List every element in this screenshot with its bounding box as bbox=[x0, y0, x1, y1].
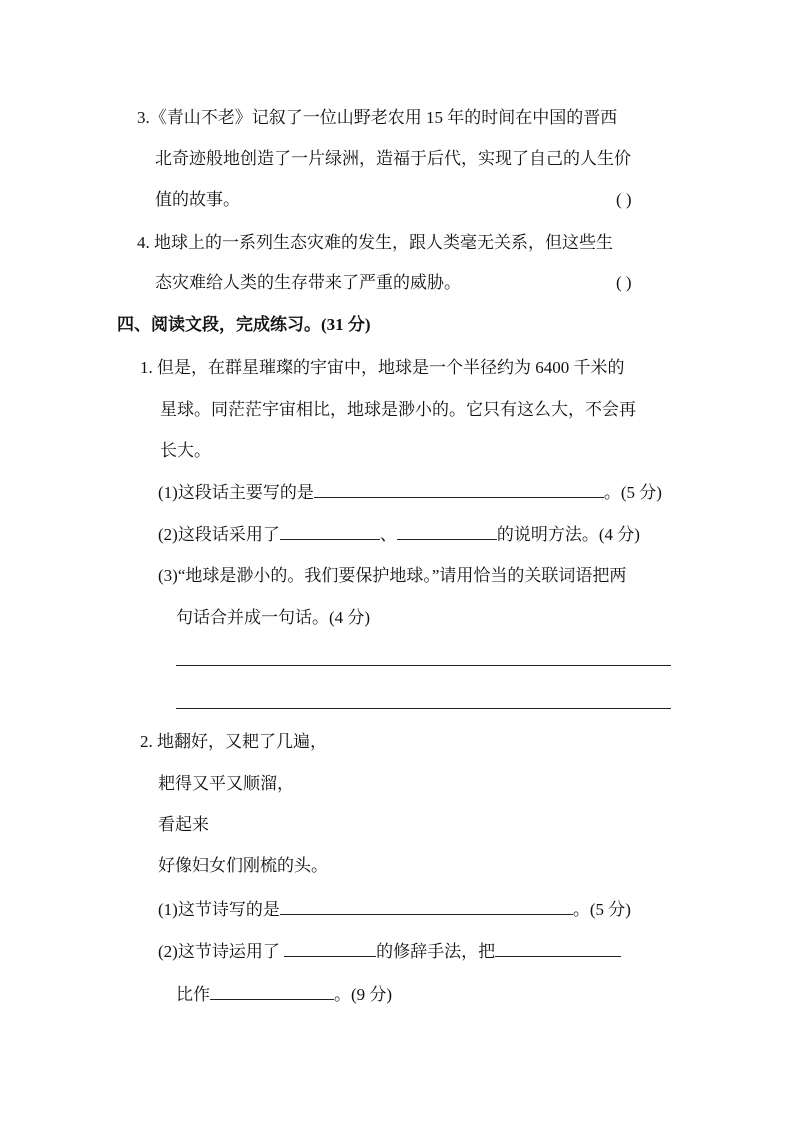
q3-answer-paren[interactable]: ( ) bbox=[616, 190, 632, 209]
p2-question-2-cont bbox=[176, 984, 392, 1005]
label: (1)这段话主要写的是 bbox=[158, 483, 314, 502]
label: (2)这段话采用了 bbox=[158, 525, 280, 544]
label: (2)这节诗运用了 bbox=[158, 942, 280, 961]
answer-blank[interactable] bbox=[280, 899, 573, 915]
q4-line2: 态灾难给人类的生存带来了严重的威胁。 bbox=[155, 273, 461, 292]
section-title: 四、阅读文段，完成练习。(31 分) bbox=[117, 315, 371, 334]
p1-question-1 bbox=[158, 482, 662, 503]
q4-line1: 4. 地球上的一系列生态灾难的发生，跟人类毫无关系，但这些生 bbox=[137, 233, 613, 252]
poem-line4: 好像妇女们刚梳的头。 bbox=[158, 856, 328, 875]
answer-blank[interactable] bbox=[284, 941, 376, 957]
p1-question-3-line2: 句话合并成一句话。(4 分) bbox=[176, 608, 371, 627]
p2-question-2 bbox=[158, 941, 621, 962]
p1-question-3-line1: (3)“地球是渺小的。我们要保护地球。”请用恰当的关联词语把两 bbox=[158, 566, 627, 585]
p1-question-2 bbox=[158, 524, 640, 545]
poem-line3: 看起来 bbox=[158, 815, 209, 834]
answer-blank[interactable] bbox=[397, 524, 497, 540]
points: 。(5 分) bbox=[603, 483, 662, 502]
q4-answer-paren[interactable]: ( ) bbox=[616, 273, 632, 292]
p1-line1: 1. 但是，在群星璀璨的宇宙中，地球是一个半径约为 6400 千米的 bbox=[140, 358, 625, 377]
p1-line2: 星球。同茫茫宇宙相比，地球是渺小的。它只有这么大，不会再 bbox=[160, 400, 636, 419]
label: 比作 bbox=[176, 985, 210, 1004]
poem-line2: 耙得又平又顺溜， bbox=[158, 774, 294, 793]
separator: 、 bbox=[379, 525, 397, 544]
answer-blank[interactable] bbox=[280, 524, 380, 540]
answer-blank[interactable] bbox=[495, 941, 621, 957]
q3-line2: 北奇迹般地创造了一片绿洲，造福于后代，实现了自己的人生价 bbox=[155, 149, 631, 168]
label: 的修辞手法，把 bbox=[376, 942, 496, 961]
q3-line3: 值的故事。 bbox=[155, 190, 240, 209]
points: 的说明方法。(4 分) bbox=[496, 525, 640, 544]
answer-blank[interactable] bbox=[314, 482, 604, 498]
points: 。(5 分) bbox=[572, 900, 631, 919]
label: (1)这节诗写的是 bbox=[158, 900, 280, 919]
answer-line[interactable] bbox=[176, 708, 671, 709]
p1-line3: 长大。 bbox=[160, 441, 211, 460]
answer-line[interactable] bbox=[176, 665, 671, 666]
points: 。(9 分) bbox=[334, 985, 393, 1004]
q3-line1: 3.《青山不老》记叙了一位山野老农用 15 年的时间在中国的晋西 bbox=[137, 108, 618, 127]
p2-question-1 bbox=[158, 899, 631, 920]
answer-blank[interactable] bbox=[210, 984, 334, 1000]
poem-line1: 2. 地翻好，又耙了几遍， bbox=[140, 732, 327, 751]
